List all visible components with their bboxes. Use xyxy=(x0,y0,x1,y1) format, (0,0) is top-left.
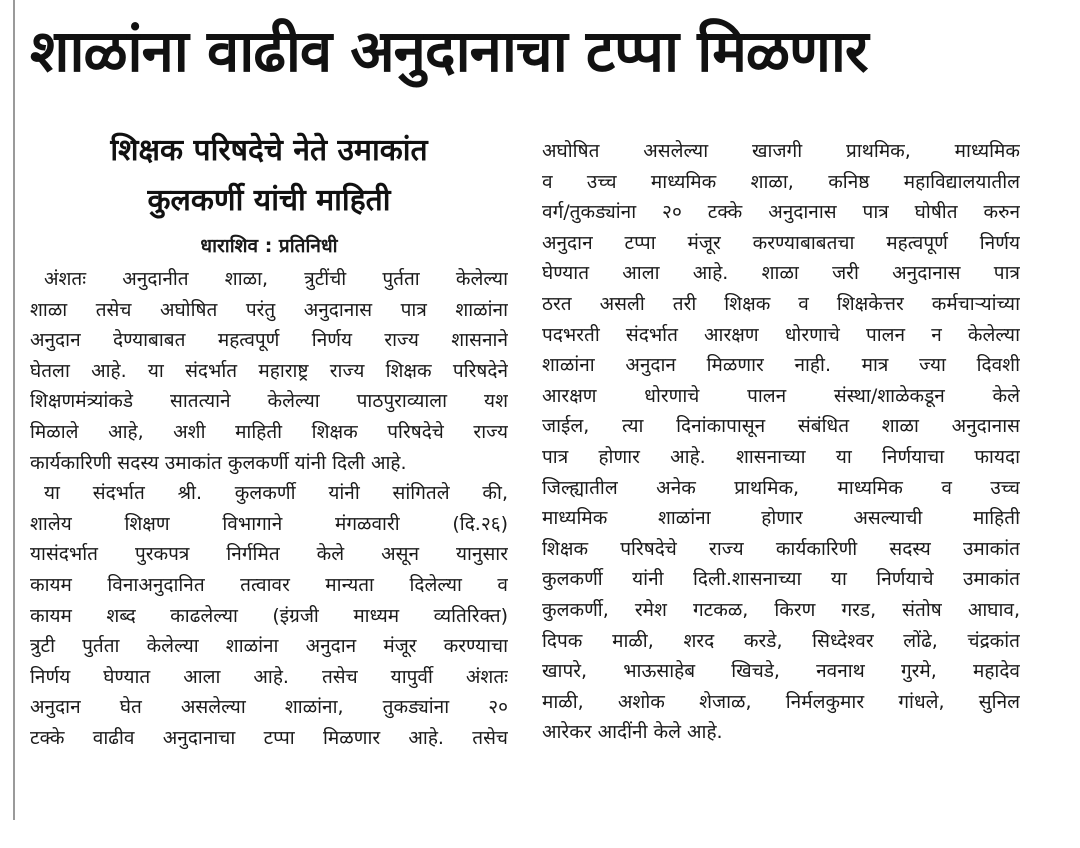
text-line: घेतला आहे. या संदर्भात महाराष्ट्र राज्य शिक्षक परिषदेने xyxy=(30,359,508,382)
text-line: ठरत असली तरी शिक्षक व शिक्षकेत्तर कर्मचाऱ्यांच्या xyxy=(542,292,1020,315)
text-line: शिक्षक परिषदेचे राज्य कार्यकारिणी सदस्य उमाकांत xyxy=(542,537,1020,560)
text-line: अनुदान घेत असलेल्या शाळांना, तुकड्यांना २० xyxy=(30,696,508,719)
text-line: कार्यकारिणी सदस्य उमाकांत कुलकर्णी यांनी दिली आहे. xyxy=(30,451,407,474)
text-line: जाईल, त्या दिनांकापासून संबंधित शाळा अनुदानास xyxy=(542,415,1020,438)
subheadline-line-1: शिक्षक परिषदेचे नेते उमाकांत xyxy=(110,133,428,168)
text-line: आरक्षण धोरणाचे पालन संस्था/शाळेकडून केले xyxy=(542,384,1020,407)
text-line: कुलकर्णी, रमेश गटकळ, किरण गरड, संतोष आघाव, xyxy=(542,598,1020,621)
subheadline xyxy=(30,126,508,226)
text-line: शाळा तसेच अघोषित परंतु अनुदानास पात्र शाळांना xyxy=(30,298,508,321)
right-column xyxy=(542,136,1020,748)
text-line: माळी, अशोक शेजाळ, निर्मलकुमार गांधले, सुनिल xyxy=(542,690,1020,713)
text-line: जिल्ह्यातील अनेक प्राथमिक, माध्यमिक व उच्च xyxy=(542,476,1020,499)
text-line: माध्यमिक शाळांना होणार असल्याची माहिती xyxy=(542,507,1020,530)
left-column xyxy=(30,126,508,754)
text-line: अंशतः अनुदानीत शाळा, त्रुटींची पुर्तता केलेल्या xyxy=(44,268,508,290)
text-line: शिक्षणमंत्र्यांकडे सातत्याने केलेल्या पाठपुराव्याला यश xyxy=(30,390,508,413)
subheadline-line-2: कुलकर्णी यांची माहिती xyxy=(147,183,391,218)
text-line: वर्ग/तुकड्यांना २० टक्के अनुदानास पात्र घोषीत करुन xyxy=(542,201,1020,224)
text-line: खापरे, भाऊसाहेब खिचडे, नवनाथ गुरमे, महादेव xyxy=(542,660,1020,683)
text-line: कुलकर्णी यांनी दिली.शासनाच्या या निर्णयाचे उमाकांत xyxy=(542,568,1020,591)
text-line: टक्के वाढीव अनुदानाचा टप्पा मिळणार आहे. तसेच xyxy=(30,726,508,749)
text-line: या संदर्भात श्री. कुलकर्णी यांनी सांगितले की, xyxy=(44,482,508,505)
text-line: यासंदर्भात पुरकपत्र निर्गमित केले असून यानुसार xyxy=(30,543,508,566)
text-line: पदभरती संदर्भात आरक्षण धोरणाचे पालन न केलेल्या xyxy=(542,323,1020,346)
text-line: अघोषित असलेल्या खाजगी प्राथमिक, माध्यमिक xyxy=(542,140,1020,162)
headline: शाळांना वाढीव अनुदानाचा टप्पा मिळणार xyxy=(30,17,868,85)
text-line: कायम विनाअनुदानित तत्वावर मान्यता दिलेल्या व xyxy=(30,573,508,596)
text-line: दिपक माळी, शरद करडे, सिध्देश्वर लोंढे, चंद्रकांत xyxy=(542,629,1020,652)
column-rule xyxy=(13,0,15,820)
text-line: शाळांना अनुदान मिळणार नाही. मात्र ज्या दिवशी xyxy=(542,354,1020,377)
left-column-body xyxy=(30,264,508,754)
dateline: धाराशिव : प्रतिनिधी xyxy=(200,235,338,257)
text-line: पात्र होणार आहे. शासनाच्या या निर्णयाचा फायदा xyxy=(542,445,1020,468)
text-line: त्रुटी पुर्तता केलेल्या शाळांना अनुदान मंजूर करण्याचा xyxy=(30,635,508,658)
text-line: शालेय शिक्षण विभागाने मंगळवारी (दि.२६) xyxy=(30,512,508,535)
text-line: अनुदान टप्पा मंजूर करण्याबाबतचा महत्वपूर्ण निर्णय xyxy=(542,231,1020,254)
text-line: निर्णय घेण्यात आला आहे. तसेच यापुर्वी अंशतः xyxy=(30,665,508,688)
text-line: आरेकर आदींनी केले आहे. xyxy=(542,721,723,744)
text-line: मिळाले आहे, अशी माहिती शिक्षक परिषदेचे राज्य xyxy=(30,420,508,443)
text-line: कायम शब्द काढलेल्या (इंग्रजी माध्यम व्यतिरिक्त) xyxy=(30,604,508,627)
text-line: व उच्च माध्यमिक शाळा, कनिष्ठ महाविद्यालयातील xyxy=(542,170,1020,193)
text-line: अनुदान देण्याबाबत महत्वपूर्ण निर्णय राज्य शासनाने xyxy=(30,329,508,352)
text-line: घेण्यात आला आहे. शाळा जरी अनुदानास पात्र xyxy=(542,262,1020,285)
